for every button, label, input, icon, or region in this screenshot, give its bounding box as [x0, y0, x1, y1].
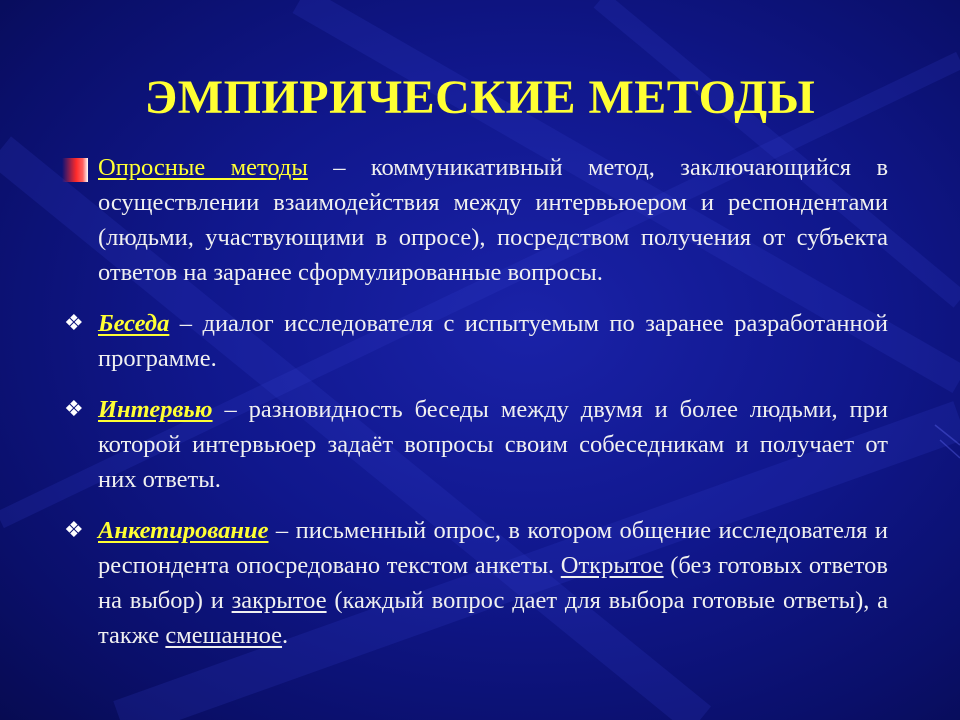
mixed-type-word: смешанное — [165, 622, 283, 649]
diamond-bullet-icon: ❖ — [64, 397, 84, 422]
item-term: Беседа — [98, 310, 170, 337]
item-term: Интервью — [98, 396, 213, 423]
list-item — [64, 392, 888, 497]
slide-title: ЭМПИРИЧЕСКИЕ МЕТОДЫ — [144, 71, 816, 124]
item-text: – разновидность беседы между двумя и более людьми, при которой интервьюер задаёт вопросы своим собеседникам и получает от них ответы. — [98, 396, 888, 493]
list-item — [64, 513, 889, 653]
item-term: Анкетирование — [98, 517, 269, 544]
item-text: – письменный опрос, в котором общение исследователя и респондента опосредовано текстом анкеты. — [98, 517, 888, 579]
slide-body — [64, 150, 889, 653]
red-bar-bullet-icon — [62, 158, 88, 182]
open-type-text: (без готовых ответов на выбор) и — [98, 552, 888, 614]
closed-type-word: закрытое — [231, 587, 327, 614]
diamond-bullet-icon: ❖ — [64, 311, 84, 336]
intro-paragraph — [98, 150, 888, 290]
diamond-bullet-icon: ❖ — [64, 518, 84, 543]
intro-text: – коммуникативный метод, заключающийся в осуществлении взаимодействия между интервьюером и респондентами (людьми, участвующими в опросе), посредством получения от субъекта ответов на заранее сформулированные вопросы. — [98, 154, 889, 286]
closed-type-text: (каждый вопрос дает для выбора готовые ответы), а также — [98, 587, 889, 649]
intro-term: Опросные методы — [98, 154, 308, 181]
item-text: – диалог исследователя с испытуемым по заранее разработанной программе. — [98, 310, 888, 372]
list-item — [64, 306, 888, 376]
open-type-word: Открытое — [560, 552, 664, 579]
item-end: . — [282, 622, 289, 649]
